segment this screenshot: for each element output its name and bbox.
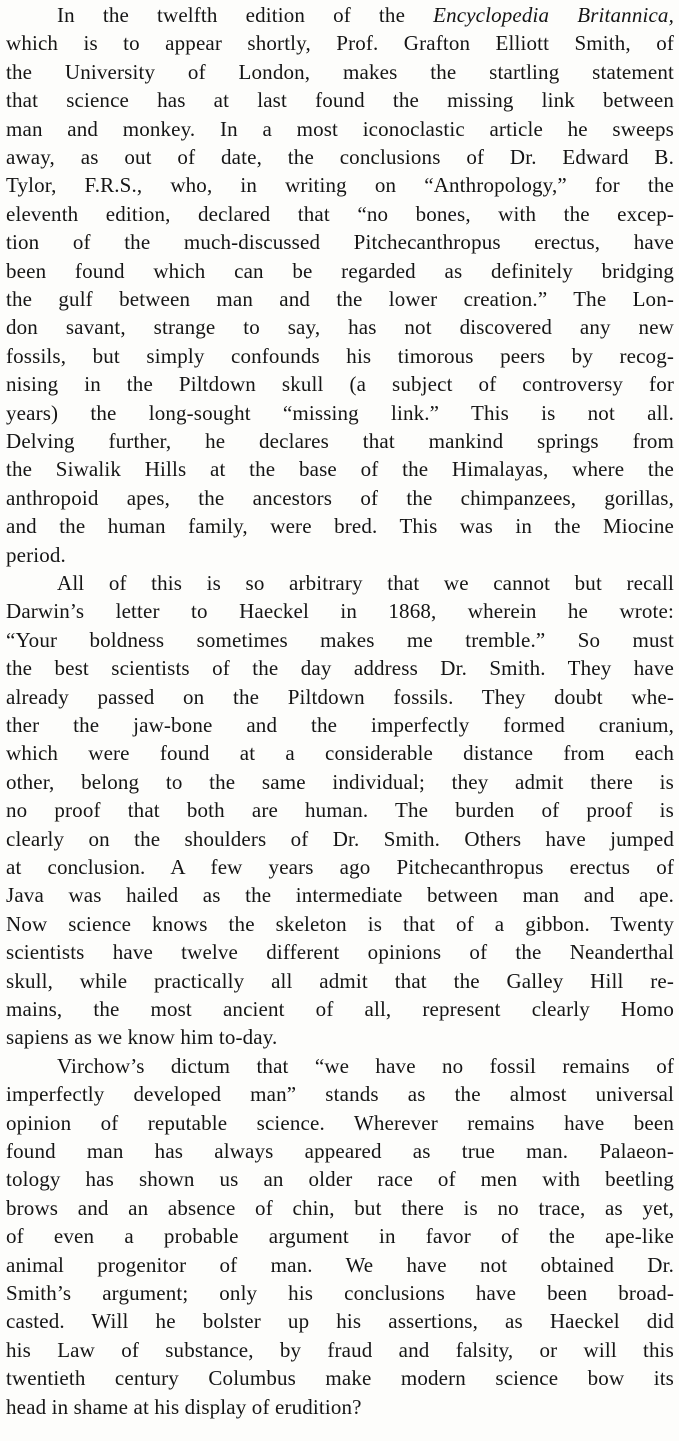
- text-line: imperfectly developed man” stands as the almost universal: [6, 1082, 674, 1107]
- text-line: Now science knows the skeleton is that of a gibbon. Twenty: [6, 911, 674, 936]
- text-line: fossils, but simply confounds his timorous peers by recog-: [6, 343, 674, 368]
- text-line: his Law of substance, by fraud and falsity, or will this: [6, 1337, 674, 1362]
- text-line: animal progenitor of man. We have not obtained Dr.: [6, 1252, 674, 1277]
- text-line: Virchow’s dictum that “we have no fossil remains of: [57, 1053, 674, 1078]
- text-line: man and monkey. In a most iconoclastic article he sweeps: [6, 116, 674, 141]
- text-line: mains, the most ancient of all, represent clearly Homo: [6, 997, 674, 1021]
- text-line: clearly on the shoulders of Dr. Smith. Others have jumped: [6, 826, 674, 851]
- text-line: no proof that both are human. The burden of proof is: [6, 798, 674, 823]
- text-line: nising in the Piltdown skull (a subject of controversy for: [6, 372, 674, 397]
- text-line: which were found at a considerable distance from each: [6, 741, 674, 766]
- text-line: tology has shown us an older race of men with beetling: [6, 1167, 674, 1192]
- text-line: the gulf between man and the lower creation.” The Lon-: [6, 287, 674, 311]
- text-line: that science has at last found the missing link between: [6, 88, 674, 113]
- text-line: All of this is so arbitrary that we cannot but recall: [57, 571, 674, 595]
- text-line: “Your boldness sometimes makes me tremble.” So must: [6, 627, 674, 652]
- text-line: Tylor, F.R.S., who, in writing on “Anthropology,” for the: [6, 173, 674, 198]
- text-line: other, belong to the same individual; they admit there is: [6, 769, 674, 794]
- text-line: the Siwalik Hills at the base of the Himalayas, where the: [6, 457, 674, 482]
- text-line: away, as out of date, the conclusions of Dr. Edward B.: [6, 145, 674, 169]
- text-line: already passed on the Piltdown fossils. They doubt whe-: [6, 684, 674, 709]
- text-line: anthropoid apes, the ancestors of the chimpanzees, gorillas,: [6, 485, 674, 510]
- text-line: Smith’s argument; only his conclusions have been broad-: [6, 1281, 674, 1305]
- text-line: the best scientists of the day address Dr. Smith. They have: [6, 656, 674, 681]
- text-line: which is to appear shortly, Prof. Grafton Elliott Smith, of: [6, 31, 674, 56]
- text-line: at conclusion. A few years ago Pitchecanthropus erectus of: [6, 855, 674, 879]
- text-line: twentieth century Columbus make modern science bow its: [6, 1366, 674, 1391]
- text-line: tion of the much-discussed Pitchecanthropus erectus, have: [6, 230, 674, 255]
- text-line: sapiens as we know him to-day.: [6, 1025, 278, 1050]
- text-line: of even a probable argument in favor of the ape-like: [6, 1224, 674, 1249]
- text-line: period.: [6, 542, 66, 567]
- text-line: been found which can be regarded as definitely bridging: [6, 258, 674, 283]
- text-line: don savant, strange to say, has not discovered any new: [6, 315, 674, 340]
- text-line: Java was hailed as the intermediate between man and ape.: [6, 883, 674, 908]
- text-line: skull, while practically all admit that the Galley Hill re-: [6, 968, 674, 993]
- text-line: scientists have twelve different opinions of the Neanderthal: [6, 940, 674, 965]
- text-line: ther the jaw-bone and the imperfectly formed cranium,: [6, 713, 674, 737]
- text-line: Darwin’s letter to Haeckel in 1868, wherein he wrote:: [6, 599, 674, 624]
- text-line: and the human family, were bred. This was in the Miocine: [6, 514, 674, 539]
- text-line: years) the long-sought “missing link.” This is not all.: [6, 400, 674, 425]
- text-line: the University of London, makes the startling statement: [6, 59, 674, 84]
- text-line: casted. Will he bolster up his assertions, as Haeckel did: [6, 1309, 674, 1334]
- text-line: opinion of reputable science. Wherever remains have been: [6, 1110, 674, 1135]
- italic-title: Encyclopedia Britannica,: [433, 3, 674, 27]
- text-line: head in shame at his display of erudition?: [6, 1394, 362, 1419]
- text-line: brows and an absence of chin, but there is no trace, as yet,: [6, 1195, 674, 1220]
- text-line: found man has always appeared as true man. Palaeon-: [6, 1139, 674, 1163]
- text-line: Delving further, he declares that mankind springs from: [6, 429, 674, 453]
- text-line: [57, 2, 674, 28]
- text-run: In the twelfth edition of the: [57, 3, 434, 27]
- text-line: eleventh edition, declared that “no bones, with the excep-: [6, 201, 674, 226]
